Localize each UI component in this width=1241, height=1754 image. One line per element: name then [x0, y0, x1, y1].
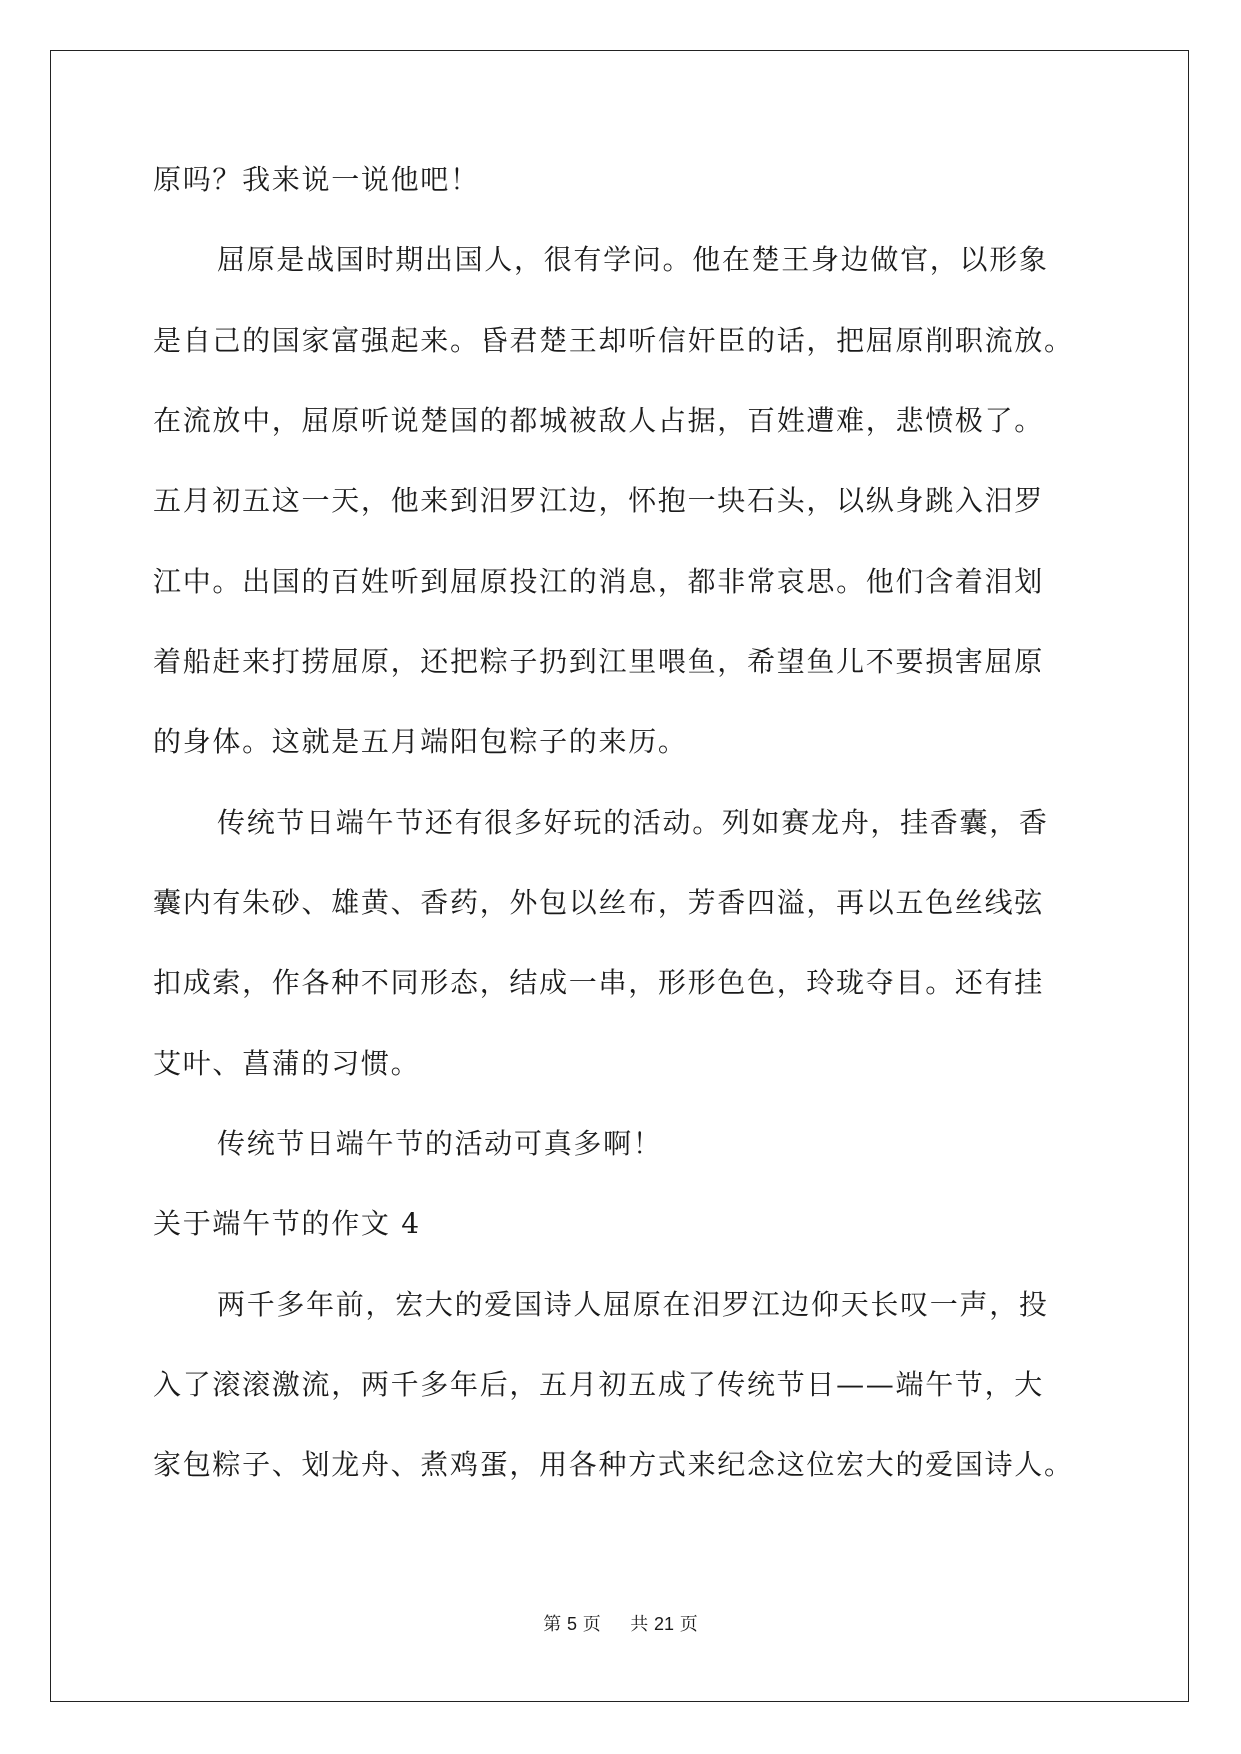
paragraph-start-line: 传统节日端午节还有很多好玩的活动。列如赛龙舟，挂香囊，香	[217, 806, 1049, 839]
text-line: 的身体。这就是五月端阳包粽子的来历。	[153, 725, 688, 758]
total-prefix: 共	[630, 1614, 649, 1635]
text-line: 扣成索，作各种不同形态，结成一串，形形色色，玲珑夺目。还有挂	[153, 966, 1045, 999]
text-line: 五月初五这一天，他来到汨罗江边，怀抱一块石头，以纵身跳入汨罗	[153, 484, 1045, 517]
text-line: 着船赶来打捞屈原，还把粽子扔到江里喂鱼，希望鱼儿不要损害屈原	[153, 645, 1045, 678]
text-line: 入了滚滚激流，两千多年后，五月初五成了传统节日——端午节，大	[153, 1368, 1045, 1401]
text-line: 艾叶、菖蒲的习惯。	[153, 1047, 421, 1080]
paragraph-start-line: 屈原是战国时期出国人，很有学问。他在楚王身边做官，以形象	[217, 243, 1049, 276]
paragraph-start-line: 两千多年前，宏大的爱国诗人屈原在汨罗江边仰天长叹一声，投	[217, 1288, 1049, 1321]
text-line: 囊内有朱砂、雄黄、香药，外包以丝布，芳香四溢，再以五色丝线弦	[153, 886, 1045, 919]
page-footer	[0, 1612, 1241, 1637]
text-line: 在流放中，屈原听说楚国的都城被敌人占据，百姓遭难，悲愤极了。	[153, 404, 1045, 437]
total-suffix: 页	[679, 1614, 698, 1635]
page-suffix: 页	[582, 1614, 601, 1635]
text-line: 家包粽子、划龙舟、煮鸡蛋，用各种方式来纪念这位宏大的爱国诗人。	[153, 1448, 1074, 1481]
paragraph-start-line: 传统节日端午节的活动可真多啊！	[217, 1127, 663, 1160]
text-line: 江中。出国的百姓听到屈原投江的消息，都非常哀思。他们含着泪划	[153, 565, 1045, 598]
text-line: 是自己的国家富强起来。昏君楚王却听信奸臣的话，把屈原削职流放。	[153, 324, 1074, 357]
page-prefix: 第	[543, 1614, 562, 1635]
text-line: 原吗？我来说一说他吧！	[153, 163, 480, 196]
total-pages: 21	[653, 1614, 674, 1634]
page-number: 5	[567, 1614, 578, 1634]
section-heading: 关于端午节的作文 4	[153, 1207, 421, 1240]
